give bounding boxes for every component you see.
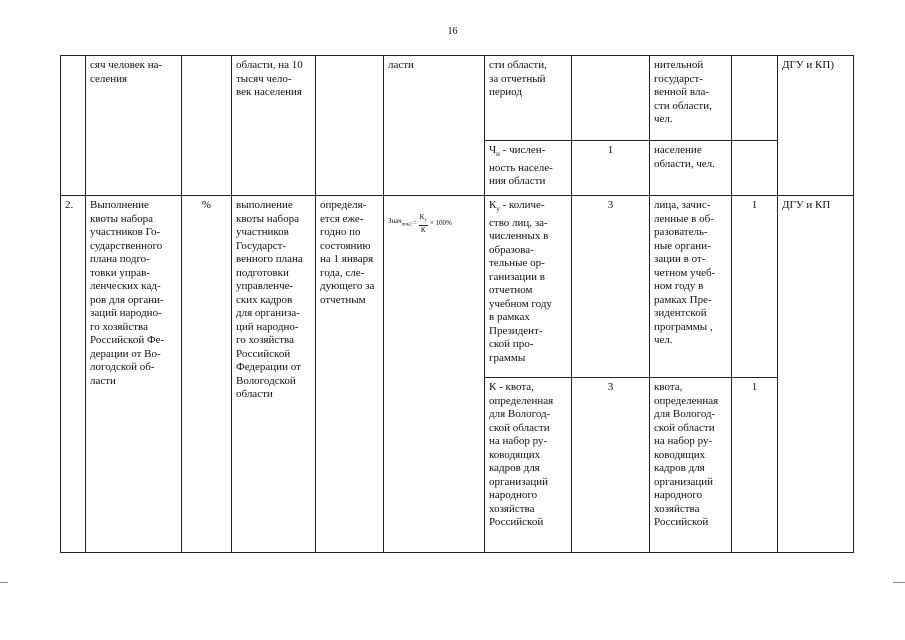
cell-unit-cont [182, 56, 232, 196]
cell-source: лица, зачис- ленные в об- разователь- ные органи- зации в от- четном учеб- ном году в рамках Пре- зидентской программы , чел. [650, 196, 732, 378]
cell-num: 2. [61, 196, 86, 553]
indicator-table [60, 55, 854, 553]
table-row [61, 196, 854, 378]
cell-source-code [732, 56, 778, 141]
table-row [61, 56, 854, 141]
cell-method-code [572, 56, 650, 141]
cell-responsible: ДГУ и КП [778, 196, 854, 553]
cell-definition-cont: области, на 10 тысяч чело- век населения [232, 56, 316, 196]
formula-fraction: $\frac{К_у}{К}$ [419, 213, 427, 235]
page-number: 16 [447, 26, 458, 37]
cell-source: нительной государст- венной вла- сти области, чел. [650, 56, 732, 141]
cell-source-code [732, 141, 778, 196]
cell-period-cont [316, 56, 384, 196]
cell-definition: выполнение квоты набора участников Государст- венного плана подготовки управленче- ских кадров для организа- ций народно- го хозяйства Российской Федерации от Вологодской области [232, 196, 316, 553]
cell-method-code: 3 [572, 196, 650, 378]
cell-formula [384, 196, 485, 553]
cell-num-cont [61, 56, 86, 196]
cell-source: население области, чел. [650, 141, 732, 196]
cell-variable: сти области, за отчетный период [485, 56, 572, 141]
cell-variable: К - квота, определенная для Вологод- ской области на набор ру- ководящих кадров для организаций народного хозяйства Российской [485, 378, 572, 553]
right-edge-mark [893, 582, 905, 583]
cell-source-code: 1 [732, 378, 778, 553]
cell-unit: % [182, 196, 232, 553]
cell-source: квота, определенная для Вологод- ской области на набор ру- ководящих кадров для организаций народного хозяйства Российской [650, 378, 732, 553]
left-edge-mark [0, 582, 8, 583]
cell-name: Выполнение квоты набора участников Го- сударственного плана подго- товки управ- ленческих кад- ров для органи- заций народно- го хозяйства Российской Фе- дерации от Во- логодской об- ласти [86, 196, 182, 553]
cell-variable: $К_у$ - количе- ство лиц, за- численных в образова- тельные ор- ганизации в отчетном учебном году в рамках Президент- ской про- граммы [485, 196, 572, 378]
cell-source-code: 1 [732, 196, 778, 378]
cell-formula-cont: ласти [384, 56, 485, 196]
cell-responsible-cont: ДГУ и КП) [778, 56, 854, 196]
cell-name-cont: сяч человек на- селения [86, 56, 182, 196]
calculation-formula: Знач$_{пок2}$ = $\frac{К_у}{К}$ × 100% [388, 213, 452, 235]
cell-variable: $Ч_н$ - числен- ность населе- ния области [485, 141, 572, 196]
cell-period: определя- ется еже- годно по состоянию на 1 января года, сле- дующего за отчетным [316, 196, 384, 553]
cell-method-code: 3 [572, 378, 650, 553]
cell-method-code: 1 [572, 141, 650, 196]
